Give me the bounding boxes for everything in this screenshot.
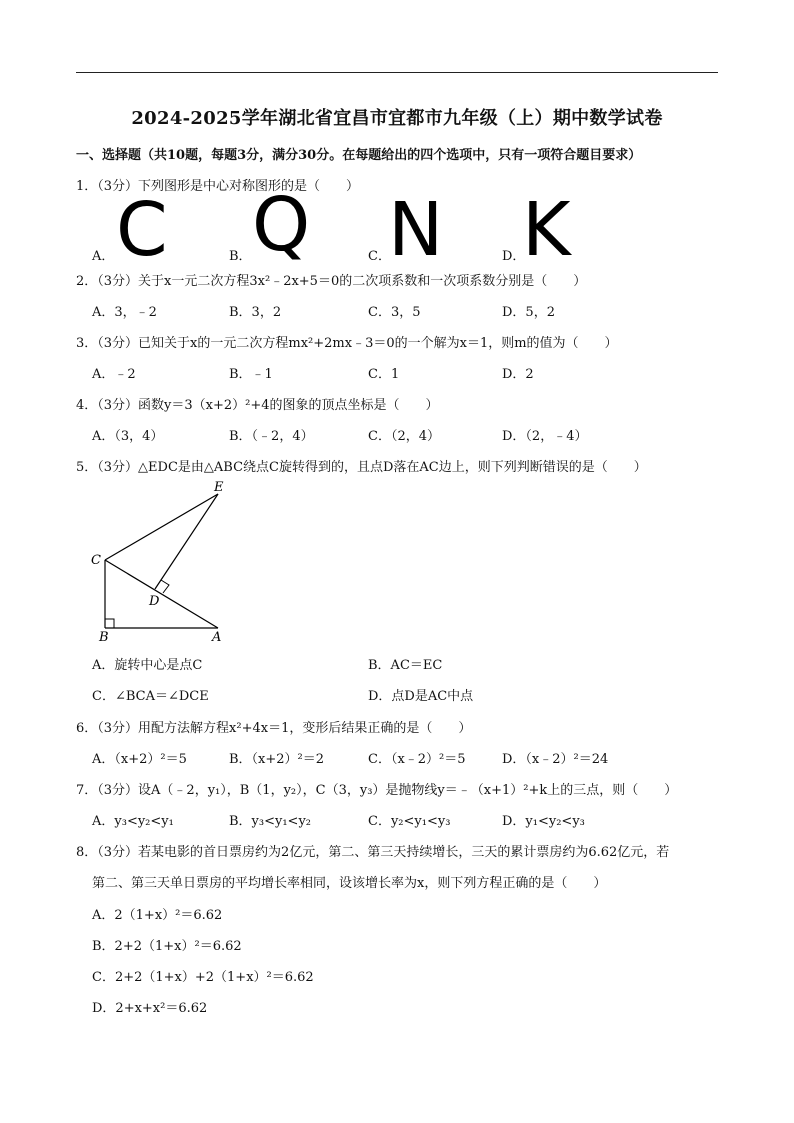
q7-option-d: D．y₁<y₂<y₃ xyxy=(502,814,585,829)
rotation-triangle-diagram xyxy=(88,478,238,646)
q6-option-b: B．（x+2）²＝2 xyxy=(229,752,325,767)
q1-option-d-label: D． xyxy=(502,249,526,264)
q7-option-c: C．y₂<y₁<y₃ xyxy=(368,814,451,829)
q2-option-a: A．3，﹣2 xyxy=(92,305,157,320)
right-angle-mark-b xyxy=(105,619,114,628)
question-1-stem: 1．（3分）下列图形是中心对称图形的是（ ） xyxy=(76,179,360,194)
question-2-stem: 2．（3分）关于x一元二次方程3x²﹣2x+5＝0的二次项系数和一次项系数分别是（ ） xyxy=(76,274,587,289)
q5-option-c: C．∠BCA＝∠DCE xyxy=(92,689,209,704)
right-angle-mark-d xyxy=(161,580,169,593)
question-6-stem: 6．（3分）用配方法解方程x²+4x＝1，变形后结果正确的是（ ） xyxy=(76,721,472,736)
letter-q-figure: Q xyxy=(252,182,311,268)
point-label-d: D xyxy=(149,594,160,609)
section-heading: 一、选择题（共10题，每题3分，满分30分。在每题给出的四个选项中，只有一项符合题目要求） xyxy=(76,148,642,163)
q7-option-a: A．y₃<y₂<y₁ xyxy=(92,814,174,829)
q6-option-d: D．（x﹣2）²＝24 xyxy=(502,752,609,767)
question-8-stem-line-1: 8．（3分）若某电影的首日票房约为2亿元，第二、第三天持续增长，三天的累计票房约为6.62亿元，若 xyxy=(76,845,670,860)
q1-option-c-label: C． xyxy=(368,249,391,264)
q4-option-d: D．（2，﹣4） xyxy=(502,429,588,444)
q1-option-b-label: B． xyxy=(229,249,252,264)
question-7-stem: 7．（3分）设A（﹣2，y₁），B（1，y₂），C（3，y₃）是抛物线y＝﹣（x+1）²+k上的三点，则（ ） xyxy=(76,783,678,798)
letter-n-figure: N xyxy=(388,187,444,273)
question-3-stem: 3．（3分）已知关于x的一元二次方程mx²+2mx﹣3＝0的一个解为x＝1，则m的值为（ ） xyxy=(76,336,618,351)
q3-option-b: B．﹣1 xyxy=(229,367,273,382)
q8-option-b: B．2+2（1+x）²＝6.62 xyxy=(92,939,242,954)
q3-option-a: A．﹣2 xyxy=(92,367,136,382)
point-label-a: A xyxy=(212,630,222,645)
question-4-stem: 4．（3分）函数y＝3（x+2）²+4的图象的顶点坐标是（ ） xyxy=(76,398,439,413)
q8-option-c: C．2+2（1+x）+2（1+x）²＝6.62 xyxy=(92,970,314,985)
letter-k-figure: K xyxy=(522,187,571,273)
q4-option-c: C．（2，4） xyxy=(368,429,440,444)
question-8-stem-line-2: 第二、第三天单日票房的平均增长率相同，设该增长率为x，则下列方程正确的是（ ） xyxy=(92,876,607,891)
q8-option-a: A．2（1+x）²＝6.62 xyxy=(92,908,223,923)
q4-option-a: A．（3，4） xyxy=(92,429,164,444)
question-5-stem: 5．（3分）△EDC是由△ABC绕点C旋转得到的，且点D落在AC边上，则下列判断错误的是（ ） xyxy=(76,460,647,475)
q5-option-a: A．旋转中心是点C xyxy=(92,658,203,673)
q7-option-b: B．y₃<y₁<y₂ xyxy=(229,814,312,829)
q6-option-a: A．（x+2）²＝5 xyxy=(92,752,187,767)
q2-option-b: B．3，2 xyxy=(229,305,282,320)
point-label-e: E xyxy=(214,480,224,495)
q3-option-c: C．1 xyxy=(368,367,400,382)
page-title: 2024-2025学年湖北省宜昌市宜都市九年级（上）期中数学试卷 xyxy=(131,108,663,129)
q1-option-a-label: A． xyxy=(92,249,115,264)
header-rule xyxy=(76,72,718,73)
point-label-b: B xyxy=(99,630,109,645)
segment-ce xyxy=(105,494,218,560)
segment-ed xyxy=(155,494,218,589)
q4-option-b: B．（﹣2，4） xyxy=(229,429,314,444)
q5-option-b: B．AC＝EC xyxy=(368,658,443,673)
q3-option-d: D．2 xyxy=(502,367,534,382)
q6-option-c: C．（x﹣2）²＝5 xyxy=(368,752,466,767)
point-label-c: C xyxy=(91,553,101,568)
q8-option-d: D．2+x+x²＝6.62 xyxy=(92,1001,208,1016)
q2-option-d: D．5，2 xyxy=(502,305,555,320)
q2-option-c: C．3，5 xyxy=(368,305,421,320)
q5-option-d: D．点D是AC中点 xyxy=(368,689,474,704)
segment-ca xyxy=(105,560,218,628)
letter-c-figure: C xyxy=(116,187,168,273)
